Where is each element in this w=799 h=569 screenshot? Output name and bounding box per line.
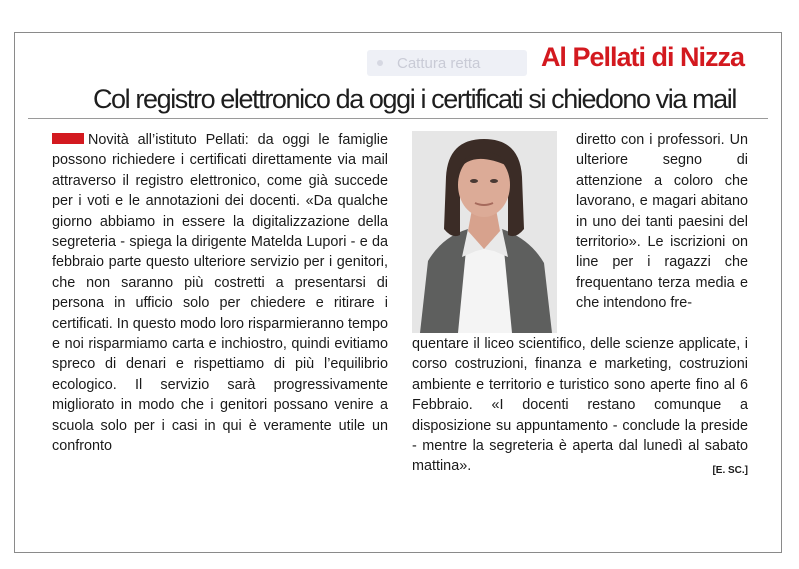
portrait-photo (412, 131, 557, 333)
article-body-part-2: diretto con i professori. Un ulteriore segno di attenzione a coloro che lavorano, e magari abitano in uno dei tanti paesini del territorio». Le iscrizioni on line per i ragazzi che frequentano terza media e che intendono fre- (576, 132, 748, 312)
article-body-part-3: quentare il liceo scientifico, delle scienze applicate, i corso costruzioni, finanza e marketing, costruzioni ambiente e territorio e turistico sono aperte fino al 6 Febbraio. «I docenti restano comunque a disposizione su appuntamento - conclude la preside - mentre la segreteria è aperta dal lunedì al sabato mattina». (412, 336, 748, 475)
record-dot-icon (377, 60, 383, 66)
article-body-part-1: Novità all’istituto Pellati: da oggi le famiglie possono richiedere i certificati direttamente via mail attraverso il registro elettronico, come già succede per i voti e le annotazioni dei docenti. «Da qualche giorno abbiamo in essere la digitalizzazione della segreteria - spiega la dirigente Matelda Lupori - e da febbraio parte questo ulteriore servizio per i genitori, che non saranno più costretti a presentarsi di persona in ufficio solo per chiedere e ritirare i certificati. In questo modo loro risparmieranno tempo e noi risparmiamo carta e inchiostro, quindi evitiamo spreco di denari e rispettiamo di più l’equilibrio ecologico. Il servizio sarà progressivamente migliorato in modo che i genitori possano venire a scuola solo per i casi in qui è veramente utile un confronto (52, 132, 388, 455)
lead-marker (52, 133, 84, 144)
capture-overlay-label: Cattura retta (397, 54, 481, 72)
portrait-photo-icon (412, 131, 557, 333)
author-signature: [E. SC.] (712, 465, 748, 477)
article-column-right-bottom (412, 334, 748, 482)
headline-rule (28, 118, 768, 119)
article-headline: Col registro elettronico da oggi i certificati si chiedono via mail (92, 84, 736, 114)
capture-overlay (367, 50, 527, 76)
article-column-right-top (576, 130, 748, 314)
article-column-left (52, 130, 388, 457)
article-kicker: Al Pellati di Nizza (540, 42, 744, 72)
